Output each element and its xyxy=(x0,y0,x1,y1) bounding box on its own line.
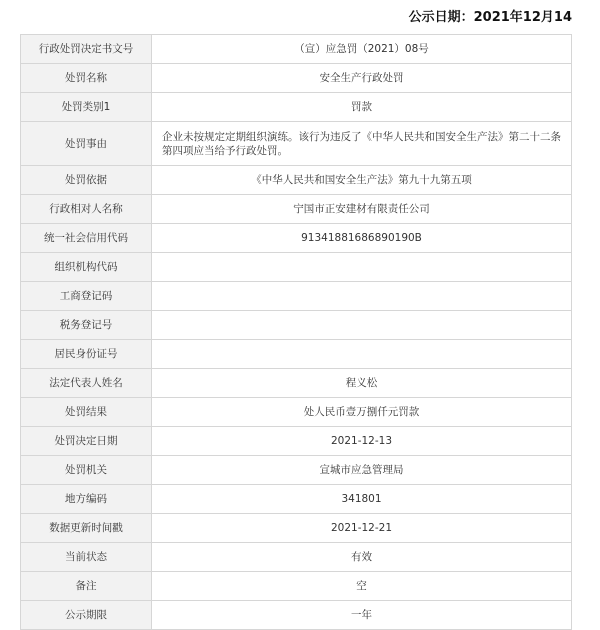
row-label: 行政处罚决定书文号 xyxy=(21,35,152,64)
row-value xyxy=(152,340,572,369)
row-value: 宁国市正安建材有限责任公司 xyxy=(152,195,572,224)
row-label: 地方编码 xyxy=(21,485,152,514)
row-label: 居民身份证号 xyxy=(21,340,152,369)
row-value xyxy=(152,282,572,311)
table-row xyxy=(21,427,572,456)
row-label: 处罚名称 xyxy=(21,64,152,93)
row-value: 《中华人民共和国安全生产法》第九十九第五项 xyxy=(152,166,572,195)
table-row xyxy=(21,122,572,166)
table-row xyxy=(21,456,572,485)
table-row xyxy=(21,35,572,64)
table-row xyxy=(21,166,572,195)
row-label: 行政相对人名称 xyxy=(21,195,152,224)
row-value: 有效 xyxy=(152,543,572,572)
table-row xyxy=(21,514,572,543)
row-value: 程义松 xyxy=(152,369,572,398)
table-row xyxy=(21,572,572,601)
table-row xyxy=(21,601,572,630)
row-label: 处罚事由 xyxy=(21,122,152,166)
row-label: 处罚决定日期 xyxy=(21,427,152,456)
row-label: 公示期限 xyxy=(21,601,152,630)
table-row xyxy=(21,93,572,122)
table-row xyxy=(21,282,572,311)
row-value: 2021-12-13 xyxy=(152,427,572,456)
row-value: 91341881686890190B xyxy=(152,224,572,253)
table-row xyxy=(21,224,572,253)
table-row xyxy=(21,398,572,427)
row-label: 工商登记码 xyxy=(21,282,152,311)
row-label: 处罚机关 xyxy=(21,456,152,485)
row-value: 处人民币壹万捌仟元罚款 xyxy=(152,398,572,427)
row-value: 罚款 xyxy=(152,93,572,122)
table-row xyxy=(21,311,572,340)
row-label: 统一社会信用代码 xyxy=(21,224,152,253)
table-row xyxy=(21,253,572,282)
row-label: 组织机构代码 xyxy=(21,253,152,282)
row-value: 341801 xyxy=(152,485,572,514)
row-value: 2021-12-21 xyxy=(152,514,572,543)
row-value xyxy=(152,311,572,340)
publish-date: 公示日期：2021年12月14 xyxy=(408,10,572,25)
table-row xyxy=(21,195,572,224)
row-value xyxy=(152,253,572,282)
table-row xyxy=(21,340,572,369)
row-label: 当前状态 xyxy=(21,543,152,572)
table-row xyxy=(21,369,572,398)
row-value: 宣城市应急管理局 xyxy=(152,456,572,485)
table-row xyxy=(21,485,572,514)
row-value: 企业未按规定定期组织演练。该行为违反了《中华人民共和国安全生产法》第二十二条第四项应当给予行政处罚。 xyxy=(152,122,572,166)
row-label: 处罚依据 xyxy=(21,166,152,195)
row-label: 处罚类别1 xyxy=(21,93,152,122)
row-label: 数据更新时间戳 xyxy=(21,514,152,543)
row-label: 备注 xyxy=(21,572,152,601)
row-value: 空 xyxy=(152,572,572,601)
row-label: 处罚结果 xyxy=(21,398,152,427)
table-row xyxy=(21,543,572,572)
row-value: 一年 xyxy=(152,601,572,630)
row-label: 税务登记号 xyxy=(21,311,152,340)
row-value: （宣）应急罚（2021）08号 xyxy=(152,35,572,64)
row-label: 法定代表人姓名 xyxy=(21,369,152,398)
table-row xyxy=(21,64,572,93)
row-value: 安全生产行政处罚 xyxy=(152,64,572,93)
penalty-info-table xyxy=(20,34,572,630)
